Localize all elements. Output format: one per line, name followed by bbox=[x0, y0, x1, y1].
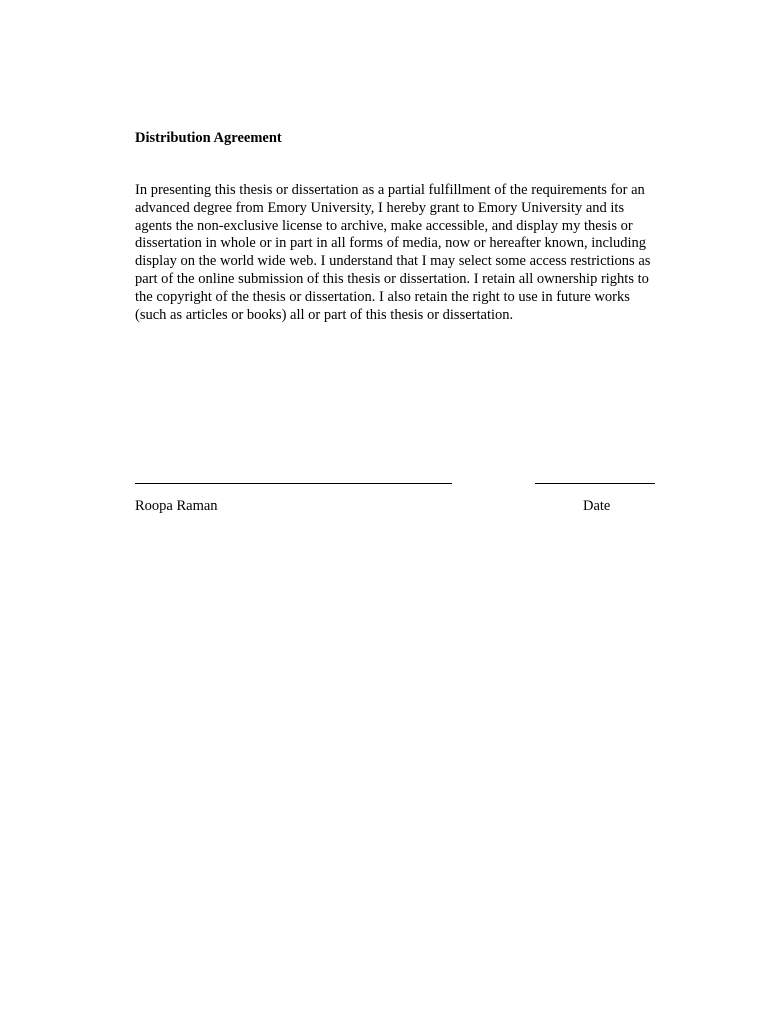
paragraph-line: the copyright of the thesis or dissertation. I also retain the right to use in future works bbox=[135, 288, 630, 305]
paragraph-line: agents the non-exclusive license to archive, make accessible, and display my thesis or bbox=[135, 217, 633, 234]
signer-name: Roopa Raman bbox=[135, 498, 218, 514]
paragraph-line: part of the online submission of this thesis or dissertation. I retain all ownership rights to bbox=[135, 270, 649, 287]
agreement-paragraph bbox=[135, 182, 650, 324]
date-label: Date bbox=[583, 498, 611, 514]
paragraph-line: advanced degree from Emory University, I hereby grant to Emory University and its bbox=[135, 199, 625, 216]
paragraph-line: In presenting this thesis or dissertation as a partial fulfillment of the requirements for an bbox=[135, 182, 645, 198]
date-line bbox=[535, 483, 655, 484]
signature-line bbox=[135, 483, 452, 484]
paragraph-line: (such as articles or books) all or part of this thesis or dissertation. bbox=[135, 306, 514, 323]
document-title: Distribution Agreement bbox=[135, 130, 282, 146]
paragraph-line: dissertation in whole or in part in all forms of media, now or hereafter known, including bbox=[135, 235, 646, 252]
paragraph-line: display on the world wide web. I understand that I may select some access restrictions as bbox=[135, 253, 651, 270]
